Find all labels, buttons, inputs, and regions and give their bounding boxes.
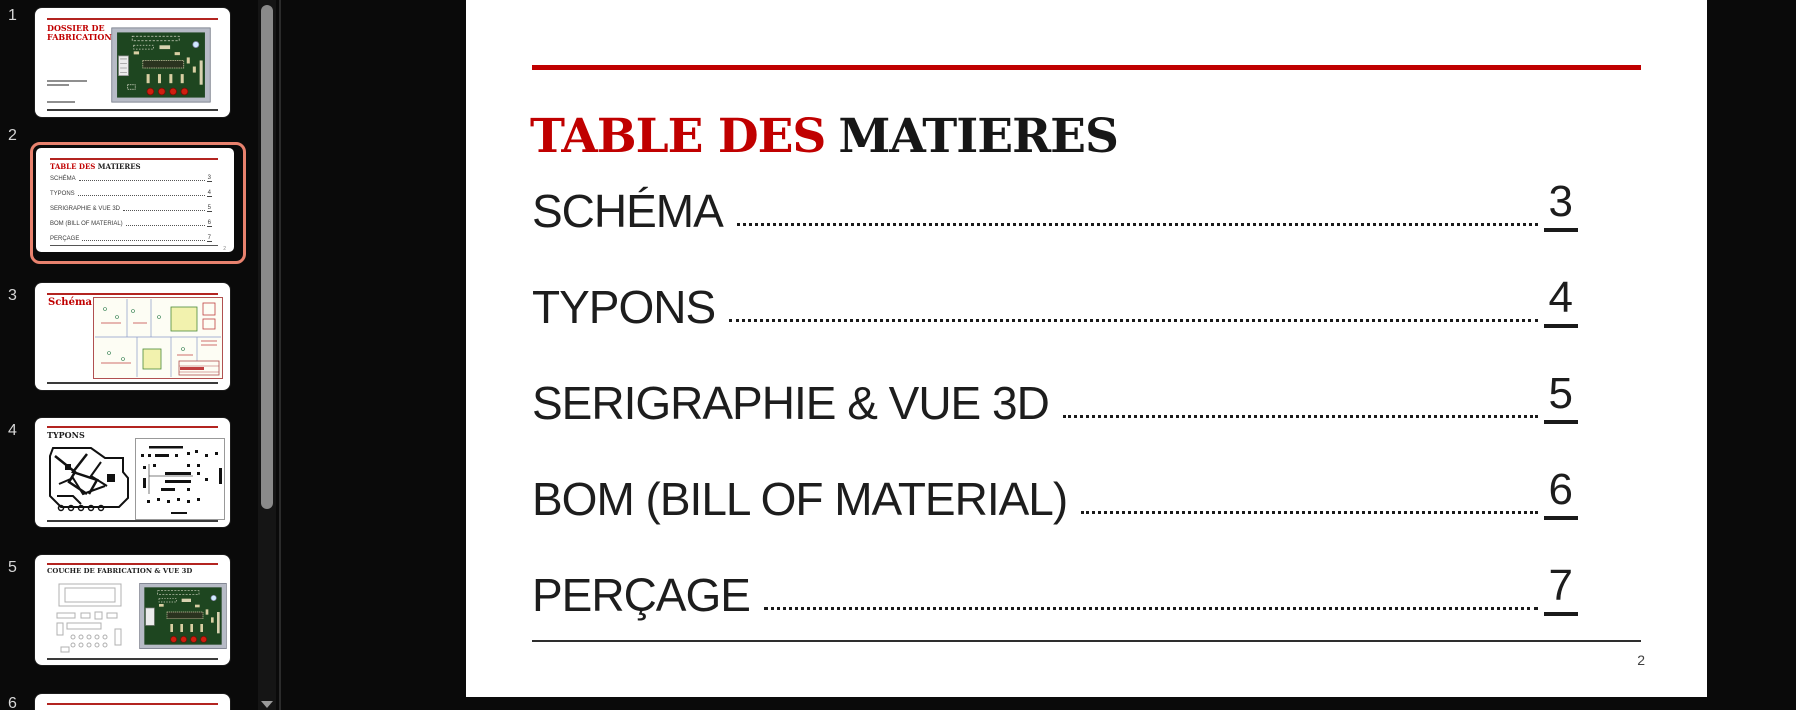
toc-entry-typons [532,272,1578,333]
toc-dot-leader [764,607,1538,610]
thumbnail-5-content [35,555,230,665]
mini-page-number: 2 [223,246,226,252]
toc-entry-page: 7 [1544,564,1578,616]
toc-entry-label: TYPONS [532,281,716,333]
thumbnail-2-content [36,148,234,252]
slide-page-number: 2 [1637,652,1645,668]
toc-entry-label: PERÇAGE [532,569,750,621]
slide-thumbnail-4[interactable] [35,418,230,527]
slide-title-red-part: TABLE DES [530,109,826,165]
mini-bottom-rule [47,109,218,111]
tiny-text-line [47,84,69,86]
toc-entry-schema [532,176,1578,237]
pcb-3d-image [139,578,227,654]
slide-thumbnail-6[interactable] [35,694,230,710]
pcb-traces-image [37,444,131,518]
slide-thumbnail-2-selected[interactable] [30,142,246,264]
toc-entry-label: SERIGRAPHIE & VUE 3D [532,377,1049,429]
mini-bottom-rule [47,658,218,660]
toc-entry-percage [532,560,1578,621]
mini-bottom-rule [47,382,218,384]
mini-red-rule [47,703,218,705]
thumbnail-2-title: TABLE DES MATIERES [50,162,141,171]
panel-divider [279,0,281,710]
slide-title [530,109,1118,164]
slide-number-1: 1 [8,7,17,24]
toc-entry-page: 6 [1544,468,1578,520]
slide-number-6: 6 [8,695,17,710]
tiny-text-line [47,101,75,103]
mini-bottom-rule [47,520,218,522]
mini-red-rule [50,158,218,160]
thumbnail-3-title: Schéma [48,297,93,308]
toc-dot-leader [1063,415,1538,418]
slide-thumbnail-panel [0,0,282,710]
mini-toc-entry: SERIGRAPHIE & VUE 3D 5 [50,205,211,212]
slide-accent-rule [532,65,1641,70]
mini-toc-entry: SCHÉMA 3 [50,175,211,182]
slide-thumbnail-3[interactable] [35,283,230,390]
pcb-3d-image [111,25,211,105]
toc-dot-leader [729,319,1537,322]
toc-entry-bom [532,464,1578,525]
mini-toc-entry: PERÇAGE 7 [50,235,211,242]
slide-number-3: 3 [8,287,17,304]
silkscreen-image [51,581,135,655]
mini-bottom-rule [50,245,218,246]
thumbnail-3-content [35,283,230,390]
thumbnail-4-content [35,418,230,527]
toc-entry-page: 3 [1544,180,1578,232]
tiny-text-line [47,80,87,82]
mini-toc-entry: BOM (BILL OF MATERIAL) 6 [50,220,211,227]
main-slide[interactable] [466,0,1707,697]
mini-red-rule [47,563,218,565]
slide-number-5: 5 [8,559,17,576]
thumbnail-6-content [35,694,230,710]
schematic-image [93,297,223,379]
slide-title-black-part: MATIERES [838,109,1118,165]
slide-thumbnail-5[interactable] [35,555,230,665]
thumbnail-4-title: TYPONS [47,430,85,440]
toc-entry-serigraphie [532,368,1578,429]
drill-map-image [135,438,225,520]
mini-red-rule [47,426,218,428]
thumbnail-5-title: COUCHE DE FABRICATION & VUE 3D [47,567,193,575]
toc-dot-leader [737,223,1538,226]
toc-dot-leader [1081,511,1537,514]
toc-entry-page: 5 [1544,372,1578,424]
mini-red-rule [47,293,218,295]
toc-entry-label: SCHÉMA [532,185,723,237]
slide-thumbnail-1[interactable] [35,8,230,117]
toc-entry-page: 4 [1544,276,1578,328]
toc-entry-label: BOM (BILL OF MATERIAL) [532,473,1068,525]
mini-red-rule [47,18,218,20]
slide-number-2: 2 [8,127,17,144]
slide-number-4: 4 [8,422,17,439]
slide-bottom-rule [532,640,1641,642]
mini-toc-entry: TYPONS 4 [50,190,211,197]
thumbnail-scrollbar-thumb[interactable] [261,5,273,509]
scroll-down-icon[interactable] [260,699,274,709]
thumbnail-1-title: DOSSIER DE FABRICATION [47,23,112,43]
thumbnail-1-content [35,8,230,117]
